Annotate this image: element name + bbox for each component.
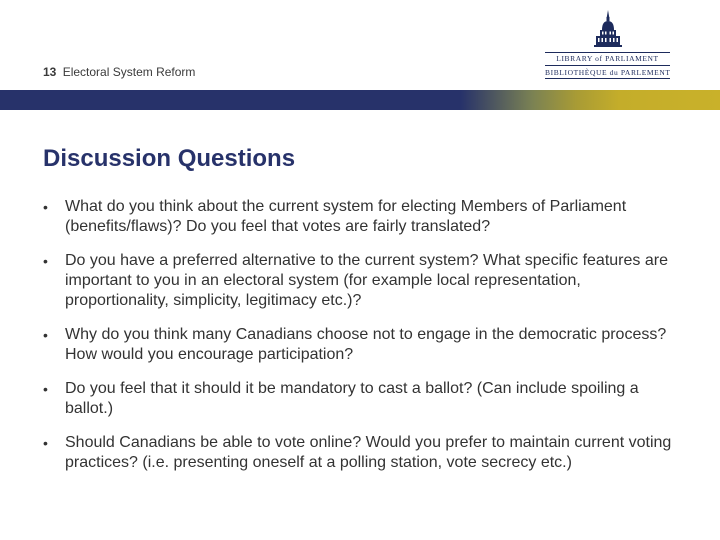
logo-rule-top [545, 52, 670, 53]
list-item [43, 433, 683, 473]
bullet: • [43, 253, 48, 269]
list-item [43, 197, 683, 237]
parliament-building-icon [593, 10, 623, 50]
list-item [43, 251, 683, 311]
bullet: • [43, 435, 48, 451]
logo-rule-bottom [545, 78, 670, 79]
logo-text-french: BIBLIOTHÈQUE du PARLEMENT [545, 68, 671, 77]
library-of-parliament-logo [545, 10, 670, 80]
question-text: Do you have a preferred alternative to the current system? What specific features are important to you in an electoral system (for example local representation, proportionality, simplicity, legitimacy etc.)? [65, 252, 668, 309]
question-text: What do you think about the current system for electing Members of Parliament (benefits/flaws)? Do you feel that votes are fairly translated? [65, 198, 627, 235]
question-text: Do you feel that it should it be mandatory to cast a ballot? (Can include spoiling a ballot.) [65, 380, 639, 417]
logo-rule-middle [545, 65, 670, 66]
slide-header [0, 0, 720, 90]
header-color-band [0, 90, 720, 110]
slide-number: 13 [43, 65, 57, 79]
list-item [43, 379, 683, 419]
question-text: Should Canadians be able to vote online? Would you prefer to maintain current voting practices? (i.e. presenting oneself at a polling station, vote secrecy etc.) [65, 434, 672, 471]
logo-text-english: LIBRARY of PARLIAMENT [556, 54, 659, 63]
slide-reference [43, 65, 195, 79]
bullet: • [43, 381, 48, 397]
question-text: Why do you think many Canadians choose not to engage in the democratic process? How would you encourage participation? [65, 326, 667, 363]
section-title: Electoral System Reform [62, 65, 196, 79]
bullet: • [43, 327, 48, 343]
slide-title: Discussion Questions [43, 145, 296, 172]
question-list [43, 197, 683, 473]
list-item [43, 325, 683, 365]
bullet: • [43, 199, 48, 215]
